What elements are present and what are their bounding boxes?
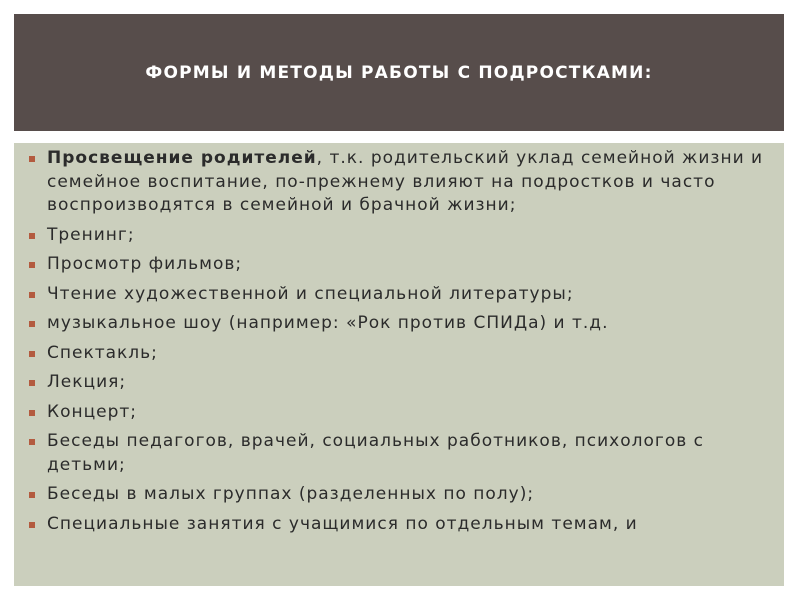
bullet-list xyxy=(29,147,764,536)
bullet-text: музыкальное шоу (например: «Рок против СПИДа) и т.д. xyxy=(47,313,609,333)
square-bullet-icon xyxy=(29,321,35,327)
list-item xyxy=(29,147,764,218)
bullet-bold-text: Просвещение родителей xyxy=(47,148,317,168)
square-bullet-icon xyxy=(29,233,35,239)
square-bullet-icon xyxy=(29,522,35,528)
slide-title: ФОРМЫ И МЕТОДЫ РАБОТЫ С ПОДРОСТКАМИ: xyxy=(145,62,653,83)
list-item xyxy=(29,253,764,277)
bullet-text: Тренинг; xyxy=(47,224,135,245)
content-box xyxy=(14,143,784,586)
square-bullet-icon xyxy=(29,292,35,298)
list-item xyxy=(29,513,764,537)
bullet-text: Беседы педагогов, врачей, социальных работников, психологов с детьми; xyxy=(47,431,704,475)
square-bullet-icon xyxy=(29,492,35,498)
list-item xyxy=(29,224,764,248)
list-item xyxy=(29,371,764,395)
square-bullet-icon xyxy=(29,262,35,268)
bullet-text: Чтение художественной и специальной литературы; xyxy=(47,283,574,304)
list-item xyxy=(29,430,764,477)
bullet-text: Просмотр фильмов; xyxy=(47,254,243,274)
bullet-text: Специальные занятия с учащимися по отдельным темам, и xyxy=(47,513,638,534)
list-item xyxy=(29,342,764,366)
bullet-text: Концерт; xyxy=(47,401,138,422)
square-bullet-icon xyxy=(29,156,35,162)
title-bar xyxy=(14,14,784,131)
bullet-text: Спектакль; xyxy=(47,342,158,363)
square-bullet-icon xyxy=(29,410,35,416)
list-item xyxy=(29,401,764,425)
square-bullet-icon xyxy=(29,380,35,386)
square-bullet-icon xyxy=(29,439,35,445)
list-item xyxy=(29,283,764,307)
bullet-text: Лекция; xyxy=(47,372,127,392)
list-item xyxy=(29,312,764,336)
square-bullet-icon xyxy=(29,351,35,357)
bullet-text: Беседы в малых группах (разделенных по полу); xyxy=(47,484,535,504)
bullet-text: , т.к. родительский уклад семейной жизни и семейное воспитание, по-прежнему влияют на подростков и часто воспроизводятся в семейной и брачной жизни; xyxy=(47,148,764,215)
list-item xyxy=(29,483,764,507)
